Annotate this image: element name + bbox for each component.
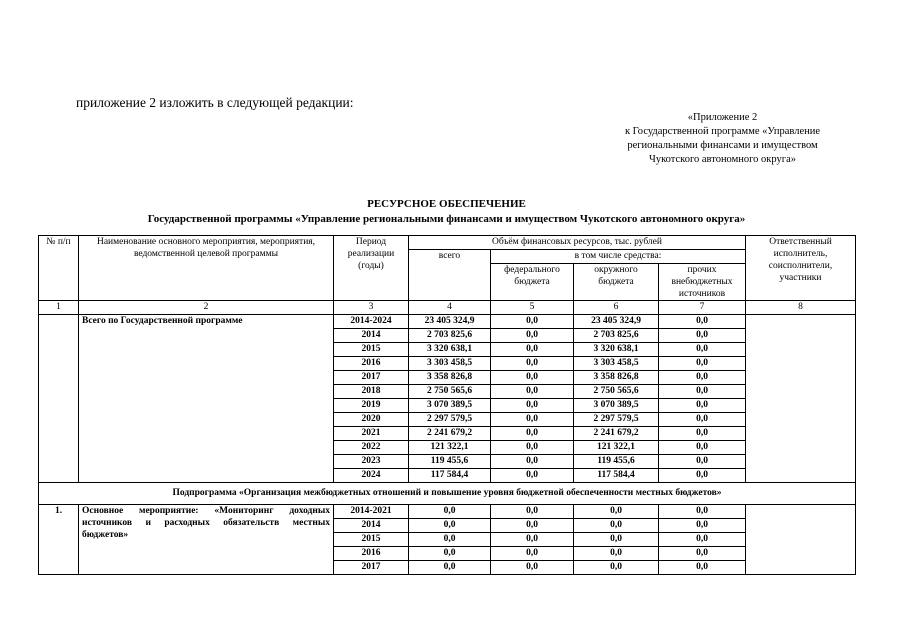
header-period: Период реализации (годы)	[334, 236, 409, 301]
header-total: всего	[409, 250, 491, 301]
period-cell: 2015	[334, 533, 409, 547]
period-cell: 2014	[334, 329, 409, 343]
other-cell: 0,0	[659, 561, 746, 575]
other-cell: 0,0	[659, 547, 746, 561]
district-cell: 2 241 679,2	[574, 427, 659, 441]
district-cell: 23 405 324,9	[574, 315, 659, 329]
other-cell: 0,0	[659, 455, 746, 469]
total-cell: 2 750 565,6	[409, 385, 491, 399]
period-cell: 2024	[334, 469, 409, 483]
federal-cell: 0,0	[491, 533, 574, 547]
federal-cell: 0,0	[491, 371, 574, 385]
other-cell: 0,0	[659, 399, 746, 413]
district-cell: 0,0	[574, 533, 659, 547]
responsible-cell	[746, 505, 856, 575]
district-cell: 0,0	[574, 519, 659, 533]
period-cell: 2017	[334, 561, 409, 575]
header-num: № п/п	[39, 236, 79, 301]
other-cell: 0,0	[659, 413, 746, 427]
period-cell: 2014-2021	[334, 505, 409, 519]
column-number: 6	[574, 301, 659, 315]
district-cell: 3 303 458,5	[574, 357, 659, 371]
header-other: прочих внебюджетных источников	[659, 264, 746, 301]
district-cell: 121 322,1	[574, 441, 659, 455]
row-num	[39, 315, 79, 483]
other-cell: 0,0	[659, 343, 746, 357]
district-cell: 2 297 579,5	[574, 413, 659, 427]
total-cell: 3 358 826,8	[409, 371, 491, 385]
federal-cell: 0,0	[491, 315, 574, 329]
appendix-line: региональными финансами и имуществом	[627, 140, 818, 151]
other-cell: 0,0	[659, 329, 746, 343]
district-cell: 0,0	[574, 547, 659, 561]
federal-cell: 0,0	[491, 357, 574, 371]
total-cell: 3 303 458,5	[409, 357, 491, 371]
district-cell: 2 703 825,6	[574, 329, 659, 343]
period-cell: 2015	[334, 343, 409, 357]
column-number: 4	[409, 301, 491, 315]
district-cell: 0,0	[574, 505, 659, 519]
other-cell: 0,0	[659, 315, 746, 329]
total-cell: 0,0	[409, 519, 491, 533]
period-cell: 2023	[334, 455, 409, 469]
header-incl: в том числе средства:	[491, 250, 746, 264]
row-name: Основное мероприятие: «Мониторинг доходных источников и расходных обязательств местных бюджетов»	[79, 505, 334, 575]
total-cell: 0,0	[409, 533, 491, 547]
column-number: 3	[334, 301, 409, 315]
appendix-line: к Государственной программе «Управление	[624, 126, 821, 137]
federal-cell: 0,0	[491, 441, 574, 455]
federal-cell: 0,0	[491, 455, 574, 469]
total-cell: 2 241 679,2	[409, 427, 491, 441]
period-cell: 2018	[334, 385, 409, 399]
period-cell: 2016	[334, 547, 409, 561]
total-cell: 2 703 825,6	[409, 329, 491, 343]
period-cell: 2014-2024	[334, 315, 409, 329]
period-cell: 2016	[334, 357, 409, 371]
period-cell: 2022	[334, 441, 409, 455]
total-cell: 3 070 389,5	[409, 399, 491, 413]
district-cell: 2 750 565,6	[574, 385, 659, 399]
table-row	[39, 505, 856, 519]
federal-cell: 0,0	[491, 547, 574, 561]
responsible-cell	[746, 315, 856, 483]
district-cell: 119 455,6	[574, 455, 659, 469]
total-cell: 2 297 579,5	[409, 413, 491, 427]
row-num: 1.	[39, 505, 79, 575]
resource-table	[38, 235, 856, 575]
other-cell: 0,0	[659, 519, 746, 533]
appendix-line: Чукотского автономного округа»	[649, 154, 796, 165]
document-title: РЕСУРСНОЕ ОБЕСПЕЧЕНИЕ	[367, 198, 526, 210]
period-cell: 2020	[334, 413, 409, 427]
federal-cell: 0,0	[491, 385, 574, 399]
total-cell: 23 405 324,9	[409, 315, 491, 329]
federal-cell: 0,0	[491, 469, 574, 483]
district-cell: 3 358 826,8	[574, 371, 659, 385]
federal-cell: 0,0	[491, 343, 574, 357]
subprogram-title: Подпрограмма «Организация межбюджетных отношений и повышение уровня бюджетной обеспеченности местных бюджетов»	[39, 483, 856, 505]
column-number: 1	[39, 301, 79, 315]
district-cell: 3 320 638,1	[574, 343, 659, 357]
appendix-line: «Приложение 2	[687, 112, 758, 123]
other-cell: 0,0	[659, 441, 746, 455]
total-cell: 121 322,1	[409, 441, 491, 455]
period-cell: 2021	[334, 427, 409, 441]
column-number: 7	[659, 301, 746, 315]
federal-cell: 0,0	[491, 413, 574, 427]
total-cell: 119 455,6	[409, 455, 491, 469]
federal-cell: 0,0	[491, 519, 574, 533]
header-federal: федерального бюджета	[491, 264, 574, 301]
document-subtitle: Государственной программы «Управление региональными финансами и имуществом Чукотского автономного округа»	[147, 213, 746, 225]
total-cell: 0,0	[409, 505, 491, 519]
federal-cell: 0,0	[491, 561, 574, 575]
other-cell: 0,0	[659, 357, 746, 371]
other-cell: 0,0	[659, 385, 746, 399]
appendix-heading	[590, 111, 855, 167]
district-cell: 0,0	[574, 561, 659, 575]
column-number-row	[39, 301, 856, 315]
header-volume: Объём финансовых ресурсов, тыс. рублей	[409, 236, 746, 250]
column-number: 5	[491, 301, 574, 315]
header-district: окружного бюджета	[574, 264, 659, 301]
total-cell: 3 320 638,1	[409, 343, 491, 357]
total-cell: 0,0	[409, 547, 491, 561]
column-number: 8	[746, 301, 856, 315]
federal-cell: 0,0	[491, 505, 574, 519]
other-cell: 0,0	[659, 469, 746, 483]
header-name: Наименование основного мероприятия, мероприятия, ведомственной целевой программы	[79, 236, 334, 301]
column-number: 2	[79, 301, 334, 315]
row-name: Всего по Государственной программе	[79, 315, 334, 483]
district-cell: 3 070 389,5	[574, 399, 659, 413]
federal-cell: 0,0	[491, 399, 574, 413]
federal-cell: 0,0	[491, 427, 574, 441]
federal-cell: 0,0	[491, 329, 574, 343]
total-cell: 117 584,4	[409, 469, 491, 483]
other-cell: 0,0	[659, 505, 746, 519]
other-cell: 0,0	[659, 371, 746, 385]
header-responsible: Ответственный исполнитель, соисполнители, участники	[746, 236, 856, 301]
period-cell: 2014	[334, 519, 409, 533]
district-cell: 117 584,4	[574, 469, 659, 483]
header-row	[39, 236, 856, 250]
other-cell: 0,0	[659, 533, 746, 547]
total-cell: 0,0	[409, 561, 491, 575]
table-row	[39, 315, 856, 329]
subprogram-row	[39, 483, 856, 505]
intro-text: приложение 2 изложить в следующей редакции:	[76, 95, 354, 110]
other-cell: 0,0	[659, 427, 746, 441]
period-cell: 2017	[334, 371, 409, 385]
period-cell: 2019	[334, 399, 409, 413]
